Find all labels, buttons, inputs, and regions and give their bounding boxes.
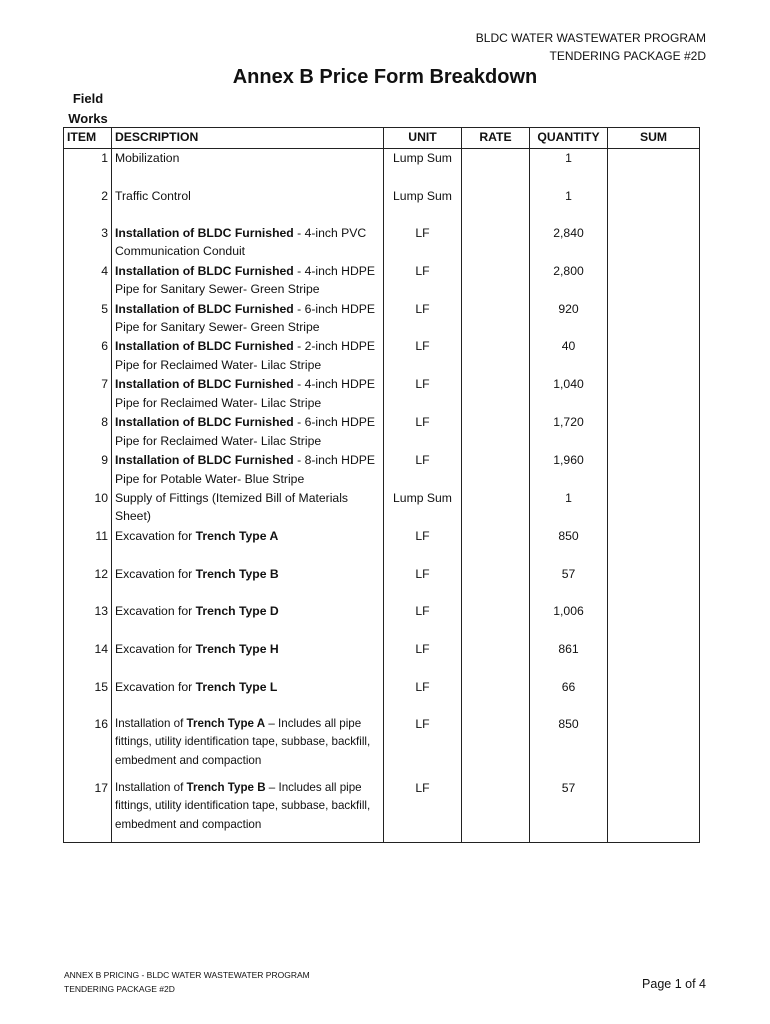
footer-line1: ANNEX B PRICING - BLDC WATER WASTEWATER PROGRAM	[64, 970, 310, 980]
item-rate	[462, 640, 530, 678]
description-detail: - 6-inch HDPE Pipe for Sanitary Sewer- Green Stripe	[115, 301, 376, 335]
item-quantity: 2,800	[530, 262, 608, 300]
item-sum	[608, 451, 700, 489]
item-number: 2	[64, 187, 112, 224]
header-unit: UNIT	[384, 128, 462, 149]
item-rate	[462, 375, 530, 413]
item-quantity: 1,960	[530, 451, 608, 489]
item-unit: LF	[384, 678, 462, 715]
item-rate	[462, 300, 530, 338]
item-rate	[462, 262, 530, 300]
table-row	[64, 640, 700, 678]
item-quantity: 40	[530, 337, 608, 375]
item-description	[112, 779, 384, 843]
item-description	[112, 678, 384, 715]
table-row	[64, 779, 700, 843]
item-unit: LF	[384, 451, 462, 489]
item-quantity: 1	[530, 187, 608, 224]
table-row	[64, 715, 700, 779]
footer-line2: TENDERING PACKAGE #2D	[64, 984, 175, 994]
item-sum	[608, 527, 700, 565]
item-unit: LF	[384, 375, 462, 413]
item-sum	[608, 187, 700, 224]
item-rate	[462, 678, 530, 715]
price-form-table	[63, 127, 700, 843]
item-unit: LF	[384, 413, 462, 451]
description-emphasis: Trench Type A	[195, 528, 279, 543]
table-row	[64, 337, 700, 375]
description-emphasis: Installation of BLDC Furnished	[115, 377, 294, 392]
item-number: 16	[64, 715, 112, 779]
table-row	[64, 149, 700, 187]
table-row	[64, 489, 700, 527]
item-unit: Lump Sum	[384, 149, 462, 187]
table-row	[64, 565, 700, 602]
item-rate	[462, 715, 530, 779]
item-number: 14	[64, 640, 112, 678]
description-detail: – Includes all pipe fittings, utility identification tape, subbase, backfill, embedment and compaction	[115, 780, 371, 832]
item-rate	[462, 451, 530, 489]
page-number: Page 1 of 4	[642, 977, 706, 991]
item-unit: LF	[384, 224, 462, 262]
table-row	[64, 527, 700, 565]
table-row	[64, 300, 700, 338]
item-rate	[462, 337, 530, 375]
item-rate	[462, 779, 530, 843]
item-number: 4	[64, 262, 112, 300]
header-description: DESCRIPTION	[112, 128, 384, 149]
description-emphasis: Trench Type A	[186, 716, 266, 730]
description-text: Traffic Control	[115, 188, 191, 203]
description-detail: - 6-inch HDPE Pipe for Reclaimed Water- Lilac Stripe	[115, 415, 376, 448]
item-quantity: 1,040	[530, 375, 608, 413]
item-unit: LF	[384, 640, 462, 678]
package-name: TENDERING PACKAGE #2D	[549, 49, 706, 63]
item-number: 9	[64, 451, 112, 489]
description-emphasis: Trench Type L	[195, 679, 278, 694]
item-number: 10	[64, 489, 112, 527]
description-text: Excavation for	[115, 603, 196, 618]
item-quantity: 1,720	[530, 413, 608, 451]
table-row	[64, 413, 700, 451]
item-description	[112, 715, 384, 779]
item-quantity: 850	[530, 527, 608, 565]
item-description	[112, 337, 384, 375]
item-rate	[462, 489, 530, 527]
item-sum	[608, 602, 700, 640]
description-emphasis: Trench Type B	[186, 780, 266, 794]
item-number: 12	[64, 565, 112, 602]
item-unit: LF	[384, 715, 462, 779]
item-sum	[608, 413, 700, 451]
item-quantity: 1	[530, 489, 608, 527]
item-sum	[608, 375, 700, 413]
item-number: 1	[64, 149, 112, 187]
item-rate	[462, 149, 530, 187]
item-unit: Lump Sum	[384, 489, 462, 527]
item-description	[112, 224, 384, 262]
table-header-row	[64, 128, 700, 149]
section-label	[64, 89, 112, 129]
item-quantity: 57	[530, 779, 608, 843]
table-row	[64, 602, 700, 640]
item-description	[112, 565, 384, 602]
header-quantity: QUANTITY	[530, 128, 608, 149]
section-label-line1: Field	[72, 91, 104, 106]
description-detail: - 4-inch PVC Communication Conduit	[115, 225, 367, 259]
description-text: Supply of Fittings (Itemized Bill of Materials Sheet)	[115, 490, 349, 524]
program-name: BLDC WATER WASTEWATER PROGRAM	[475, 31, 706, 45]
header-rate: RATE	[462, 128, 530, 149]
item-number: 8	[64, 413, 112, 451]
item-unit: LF	[384, 565, 462, 602]
item-quantity: 861	[530, 640, 608, 678]
item-description	[112, 300, 384, 338]
table-row	[64, 375, 700, 413]
item-description	[112, 413, 384, 451]
page-title: Annex B Price Form Breakdown	[232, 66, 538, 88]
item-number: 17	[64, 779, 112, 843]
item-rate	[462, 565, 530, 602]
description-detail: – Includes all pipe fittings, utility identification tape, subbase, backfill, embedment and compaction	[115, 716, 371, 768]
description-text: Mobilization	[115, 151, 180, 165]
item-rate	[462, 413, 530, 451]
item-rate	[462, 187, 530, 224]
description-emphasis: Installation of BLDC Furnished	[115, 225, 294, 240]
description-text: Installation of	[115, 716, 187, 730]
item-quantity: 850	[530, 715, 608, 779]
item-quantity: 1	[530, 149, 608, 187]
item-sum	[608, 337, 700, 375]
description-text: Excavation for	[115, 679, 196, 694]
item-rate	[462, 527, 530, 565]
item-sum	[608, 715, 700, 779]
table-row	[64, 451, 700, 489]
item-unit: LF	[384, 779, 462, 843]
item-description	[112, 262, 384, 300]
item-description	[112, 489, 384, 527]
table-row	[64, 678, 700, 715]
footer	[64, 968, 310, 996]
header-sum: SUM	[608, 128, 700, 149]
item-number: 6	[64, 337, 112, 375]
description-detail: - 2-inch HDPE Pipe for Reclaimed Water- Lilac Stripe	[115, 339, 376, 372]
item-description	[112, 527, 384, 565]
description-emphasis: Trench Type B	[195, 566, 279, 581]
item-sum	[608, 640, 700, 678]
item-rate	[462, 602, 530, 640]
description-detail: - 4-inch HDPE Pipe for Reclaimed Water- Lilac Stripe	[115, 377, 376, 410]
description-emphasis: Installation of BLDC Furnished	[115, 415, 294, 430]
item-description	[112, 451, 384, 489]
item-sum	[608, 262, 700, 300]
description-emphasis: Installation of BLDC Furnished	[115, 339, 294, 354]
description-detail: - 8-inch HDPE Pipe for Potable Water- Blue Stripe	[115, 453, 376, 486]
item-description	[112, 375, 384, 413]
item-sum	[608, 149, 700, 187]
description-text: Excavation for	[115, 641, 196, 656]
item-number: 11	[64, 527, 112, 565]
item-number: 7	[64, 375, 112, 413]
item-sum	[608, 678, 700, 715]
description-emphasis: Installation of BLDC Furnished	[115, 263, 294, 278]
header-item: ITEM	[64, 128, 112, 149]
item-description	[112, 187, 384, 224]
table-row	[64, 187, 700, 224]
item-quantity: 2,840	[530, 224, 608, 262]
item-number: 15	[64, 678, 112, 715]
item-unit: LF	[384, 337, 462, 375]
description-emphasis: Trench Type D	[195, 603, 279, 618]
section-label-line2: Works	[68, 111, 108, 126]
document-header	[476, 29, 706, 65]
item-quantity: 920	[530, 300, 608, 338]
item-number: 5	[64, 300, 112, 338]
description-emphasis: Installation of BLDC Furnished	[115, 301, 294, 316]
item-number: 13	[64, 602, 112, 640]
description-text: Installation of	[115, 780, 187, 794]
item-sum	[608, 300, 700, 338]
table-row	[64, 262, 700, 300]
description-text: Excavation for	[115, 566, 196, 581]
item-number: 3	[64, 224, 112, 262]
item-sum	[608, 779, 700, 843]
item-quantity: 1,006	[530, 602, 608, 640]
description-detail: - 4-inch HDPE Pipe for Sanitary Sewer- Green Stripe	[115, 263, 376, 297]
item-quantity: 57	[530, 565, 608, 602]
description-text: Excavation for	[115, 528, 196, 543]
description-emphasis: Trench Type H	[195, 641, 279, 656]
item-sum	[608, 565, 700, 602]
item-unit: LF	[384, 300, 462, 338]
item-description	[112, 640, 384, 678]
item-unit: LF	[384, 602, 462, 640]
item-rate	[462, 224, 530, 262]
item-unit: LF	[384, 527, 462, 565]
item-description	[112, 149, 384, 187]
item-quantity: 66	[530, 678, 608, 715]
description-emphasis: Installation of BLDC Furnished	[115, 453, 294, 468]
table-row	[64, 224, 700, 262]
item-unit: Lump Sum	[384, 187, 462, 224]
item-unit: LF	[384, 262, 462, 300]
item-sum	[608, 489, 700, 527]
item-sum	[608, 224, 700, 262]
item-description	[112, 602, 384, 640]
